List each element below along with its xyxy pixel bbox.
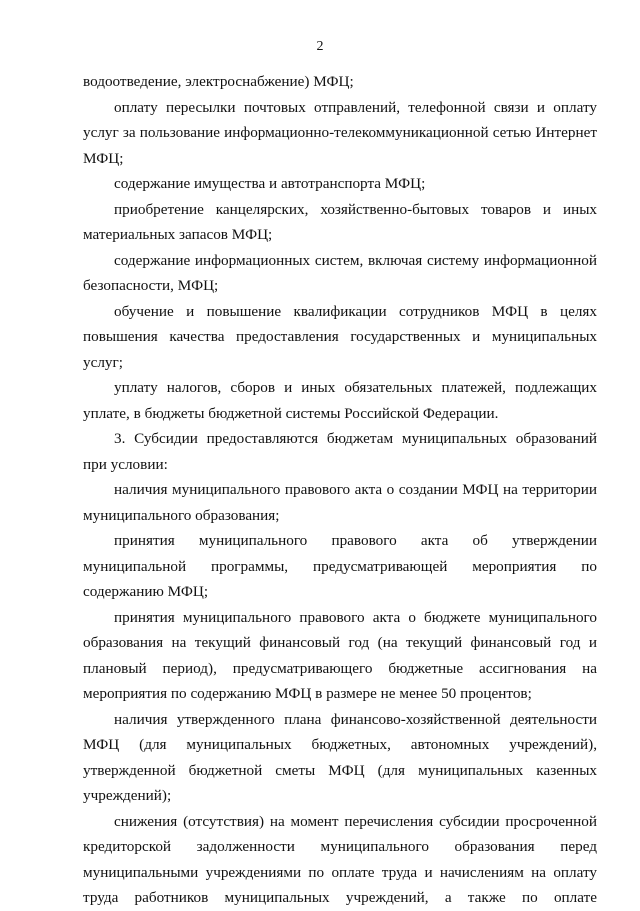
paragraph-subsidy-conditions: 3. Субсидии предоставляются бюджетам муниципальных образований при условии: — [83, 430, 597, 473]
paragraph-legal-act-creation: наличия муниципального правового акта о создании МФЦ на территории муниципального образования; — [83, 481, 597, 524]
page-number: 2 — [316, 39, 324, 54]
document-body — [83, 69, 597, 911]
paragraph-information-systems: содержание информационных систем, включая систему информационной безопасности, МФЦ; — [83, 251, 597, 294]
paragraph-financial-plan: наличия утвержденного плана финансово-хозяйственной деятельности МФЦ (для муниципальных бюджетных, автономных учреждений), утвержденной бюджетной сметы МФЦ (для муниципальных казенных учреждений); — [83, 710, 597, 804]
paragraph-office-supplies: приобретение канцелярских, хозяйственно-бытовых товаров и иных материальных запасов МФЦ; — [83, 200, 597, 243]
paragraph-postal-telecom: оплату пересылки почтовых отправлений, телефонной связи и оплату услуг за пользование информационно-телекоммуникационной сетью Интернет МФЦ; — [83, 98, 597, 167]
paragraph-staff-training: обучение и повышение квалификации сотрудников МФЦ в целях повышения качества предоставления государственных и муниципальных услуг; — [83, 302, 597, 371]
paragraph-taxes: уплату налогов, сборов и иных обязательных платежей, подлежащих уплате, в бюджеты бюджетной системы Российской Федерации. — [83, 379, 597, 422]
paragraph-municipal-program: принятия муниципального правового акта об утверждении муниципальной программы, предусматривающей мероприятия по содержанию МФЦ; — [83, 532, 597, 600]
paragraph-overdue-debt: снижения (отсутствия) на момент перечисления субсидии просроченной кредиторской задолженности муниципального образования перед муниципальными учреждениями по оплате труда и начислениям на оплату труда работников муниципальных учреждений, а также по оплате — [83, 812, 597, 906]
paragraph-property-maintenance: содержание имущества и автотранспорта МФЦ; — [114, 175, 426, 192]
paragraph-municipal-budget: принятия муниципального правового акта о бюджете муниципального образования на текущий финансовый год (на текущий финансовый год и плановый период), предусматривающего бюджетные ассигнования на мероприятия по содержанию МФЦ в размере не менее 50 процентов; — [83, 608, 597, 702]
paragraph-continuation: водоотведение, электроснабжение) МФЦ; — [83, 73, 354, 90]
